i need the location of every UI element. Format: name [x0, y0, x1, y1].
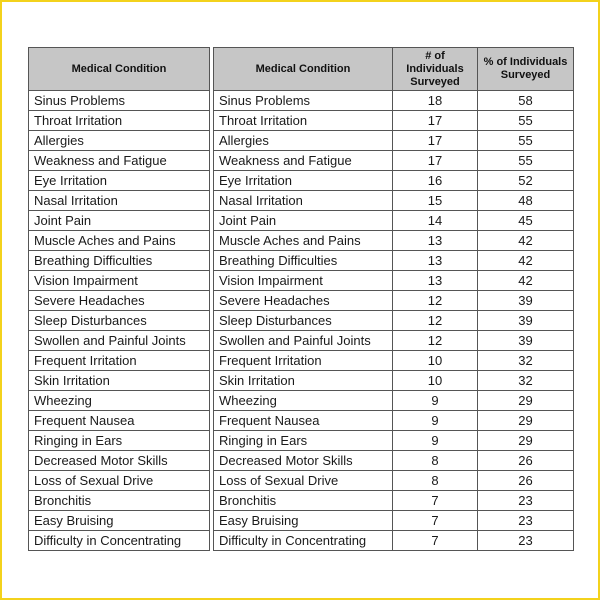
cell-medical-condition-a: Vision Impairment: [29, 271, 210, 291]
cell-medical-condition-b: Nasal Irritation: [214, 191, 393, 211]
header-individuals-count: # of Individuals Surveyed: [393, 48, 478, 91]
cell-medical-condition-b: Loss of Sexual Drive: [214, 471, 393, 491]
cell-medical-condition-b: Severe Headaches: [214, 291, 393, 311]
table-row: [29, 471, 574, 491]
cell-individuals-percent: 29: [478, 431, 574, 451]
cell-medical-condition-a: Nasal Irritation: [29, 191, 210, 211]
cell-medical-condition-b: Frequent Nausea: [214, 411, 393, 431]
cell-individuals-percent: 39: [478, 331, 574, 351]
header-medical-condition-b: Medical Condition: [214, 48, 393, 91]
cell-medical-condition-b: Joint Pain: [214, 211, 393, 231]
cell-medical-condition-b: Eye Irritation: [214, 171, 393, 191]
cell-individuals-count: 12: [393, 311, 478, 331]
table-row: [29, 91, 574, 111]
table-row: [29, 411, 574, 431]
cell-individuals-percent: 55: [478, 111, 574, 131]
cell-individuals-count: 13: [393, 271, 478, 291]
cell-individuals-percent: 42: [478, 271, 574, 291]
table-row: [29, 431, 574, 451]
cell-medical-condition-a: Breathing Difficulties: [29, 251, 210, 271]
cell-individuals-count: 13: [393, 251, 478, 271]
cell-medical-condition-a: Ringing in Ears: [29, 431, 210, 451]
header-row: [29, 48, 574, 91]
cell-individuals-percent: 32: [478, 351, 574, 371]
cell-medical-condition-b: Weakness and Fatigue: [214, 151, 393, 171]
table-row: [29, 491, 574, 511]
table-row: [29, 171, 574, 191]
table-row: [29, 511, 574, 531]
cell-medical-condition-a: Muscle Aches and Pains: [29, 231, 210, 251]
cell-medical-condition-a: Throat Irritation: [29, 111, 210, 131]
cell-medical-condition-a: Weakness and Fatigue: [29, 151, 210, 171]
table-row: [29, 251, 574, 271]
cell-medical-condition-a: Swollen and Painful Joints: [29, 331, 210, 351]
table-row: [29, 331, 574, 351]
cell-medical-condition-a: Frequent Irritation: [29, 351, 210, 371]
cell-medical-condition-b: Wheezing: [214, 391, 393, 411]
cell-individuals-percent: 39: [478, 291, 574, 311]
header-individuals-percent: % of Individuals Surveyed: [478, 48, 574, 91]
cell-individuals-count: 9: [393, 411, 478, 431]
table-row: [29, 371, 574, 391]
cell-medical-condition-b: Sinus Problems: [214, 91, 393, 111]
table-header: [29, 48, 574, 91]
cell-individuals-count: 10: [393, 351, 478, 371]
cell-medical-condition-b: Easy Bruising: [214, 511, 393, 531]
cell-individuals-count: 16: [393, 171, 478, 191]
cell-individuals-count: 15: [393, 191, 478, 211]
cell-individuals-percent: 45: [478, 211, 574, 231]
cell-individuals-percent: 29: [478, 411, 574, 431]
cell-medical-condition-a: Eye Irritation: [29, 171, 210, 191]
cell-medical-condition-b: Vision Impairment: [214, 271, 393, 291]
cell-individuals-count: 10: [393, 371, 478, 391]
cell-medical-condition-a: Bronchitis: [29, 491, 210, 511]
cell-individuals-percent: 26: [478, 471, 574, 491]
cell-medical-condition-a: Joint Pain: [29, 211, 210, 231]
cell-medical-condition-a: Loss of Sexual Drive: [29, 471, 210, 491]
header-medical-condition-a: Medical Condition: [29, 48, 210, 91]
cell-individuals-percent: 55: [478, 151, 574, 171]
cell-medical-condition-b: Frequent Irritation: [214, 351, 393, 371]
cell-individuals-count: 18: [393, 91, 478, 111]
cell-medical-condition-a: Easy Bruising: [29, 511, 210, 531]
cell-medical-condition-b: Throat Irritation: [214, 111, 393, 131]
table-row: [29, 391, 574, 411]
cell-individuals-percent: 55: [478, 131, 574, 151]
cell-individuals-percent: 26: [478, 451, 574, 471]
cell-individuals-percent: 42: [478, 251, 574, 271]
cell-individuals-percent: 39: [478, 311, 574, 331]
cell-medical-condition-b: Allergies: [214, 131, 393, 151]
cell-individuals-count: 8: [393, 451, 478, 471]
cell-individuals-count: 7: [393, 491, 478, 511]
table-row: [29, 131, 574, 151]
cell-individuals-count: 13: [393, 231, 478, 251]
cell-individuals-count: 17: [393, 151, 478, 171]
table-row: [29, 191, 574, 211]
cell-medical-condition-b: Difficulty in Concentrating: [214, 531, 393, 551]
cell-individuals-count: 12: [393, 291, 478, 311]
table-row: [29, 271, 574, 291]
cell-individuals-count: 17: [393, 131, 478, 151]
cell-individuals-count: 17: [393, 111, 478, 131]
cell-individuals-percent: 58: [478, 91, 574, 111]
cell-individuals-count: 9: [393, 431, 478, 451]
table-row: [29, 531, 574, 551]
cell-medical-condition-b: Decreased Motor Skills: [214, 451, 393, 471]
table-row: [29, 151, 574, 171]
cell-medical-condition-a: Skin Irritation: [29, 371, 210, 391]
cell-medical-condition-b: Ringing in Ears: [214, 431, 393, 451]
cell-individuals-percent: 52: [478, 171, 574, 191]
cell-medical-condition-a: Decreased Motor Skills: [29, 451, 210, 471]
cell-medical-condition-a: Sleep Disturbances: [29, 311, 210, 331]
cell-medical-condition-a: Wheezing: [29, 391, 210, 411]
cell-medical-condition-a: Allergies: [29, 131, 210, 151]
cell-individuals-percent: 29: [478, 391, 574, 411]
cell-individuals-percent: 32: [478, 371, 574, 391]
cell-individuals-count: 7: [393, 531, 478, 551]
cell-individuals-percent: 23: [478, 531, 574, 551]
cell-medical-condition-b: Breathing Difficulties: [214, 251, 393, 271]
cell-medical-condition-b: Bronchitis: [214, 491, 393, 511]
cell-individuals-count: 9: [393, 391, 478, 411]
cell-individuals-percent: 42: [478, 231, 574, 251]
cell-medical-condition-b: Swollen and Painful Joints: [214, 331, 393, 351]
table-row: [29, 451, 574, 471]
cell-individuals-count: 7: [393, 511, 478, 531]
cell-medical-condition-a: Difficulty in Concentrating: [29, 531, 210, 551]
cell-medical-condition-b: Skin Irritation: [214, 371, 393, 391]
cell-individuals-count: 8: [393, 471, 478, 491]
table-row: [29, 291, 574, 311]
cell-individuals-percent: 23: [478, 511, 574, 531]
cell-individuals-count: 14: [393, 211, 478, 231]
table-row: [29, 111, 574, 131]
cell-individuals-count: 12: [393, 331, 478, 351]
table-row: [29, 351, 574, 371]
cell-medical-condition-a: Frequent Nausea: [29, 411, 210, 431]
table-row: [29, 231, 574, 251]
table-row: [29, 311, 574, 331]
cell-individuals-percent: 48: [478, 191, 574, 211]
cell-medical-condition-b: Muscle Aches and Pains: [214, 231, 393, 251]
medical-conditions-table: [28, 47, 574, 551]
cell-medical-condition-a: Severe Headaches: [29, 291, 210, 311]
cell-individuals-percent: 23: [478, 491, 574, 511]
table-row: [29, 211, 574, 231]
cell-medical-condition-b: Sleep Disturbances: [214, 311, 393, 331]
cell-medical-condition-a: Sinus Problems: [29, 91, 210, 111]
table-body: [29, 91, 574, 551]
